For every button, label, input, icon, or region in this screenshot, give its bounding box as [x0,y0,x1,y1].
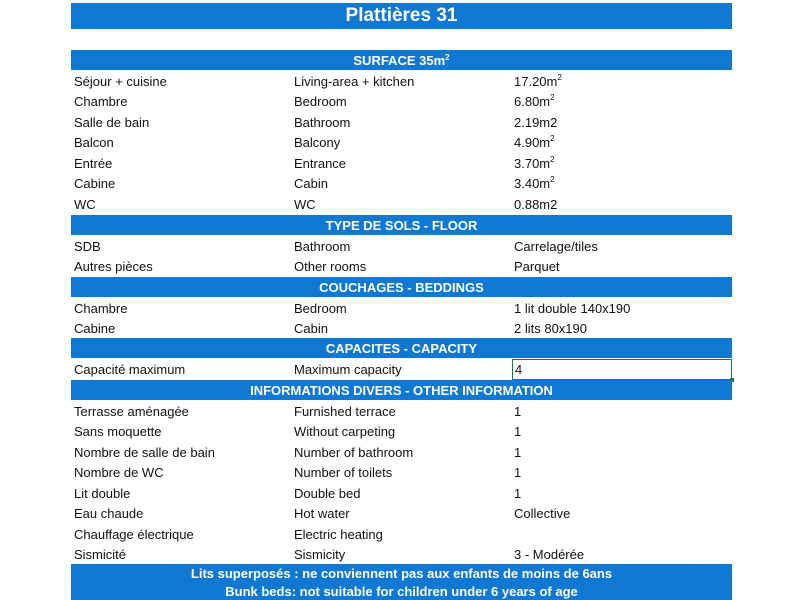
cell-fr[interactable]: Lit double [74,485,131,501]
cell-value-sup: 2 [550,175,555,185]
table-row [71,545,732,566]
section-header-sup: 2 [445,52,450,62]
cell-fr[interactable]: Eau chaude [74,506,144,522]
section-capacity [71,338,732,380]
cell-fr[interactable]: Nombre de WC [74,465,164,481]
cell-value[interactable] [512,153,732,174]
cell-en[interactable]: Balcony [294,135,341,151]
table-row [71,236,732,257]
section-header-capacity[interactable] [71,338,732,359]
section-surface [71,50,732,215]
cell-value[interactable]: 1 [514,465,522,481]
cell-fr[interactable]: Sans moquette [74,424,162,440]
cell-value[interactable]: Carrelage/tiles [514,238,598,254]
section-header-label: CAPACITES - CAPACITY [325,340,478,356]
cell-value-text: 3.70m [514,155,551,171]
cell-en[interactable]: WC [294,196,316,212]
cell-en[interactable]: Cabin [294,176,328,192]
cell-value[interactable]: 2 lits 80x190 [514,321,587,337]
table-row [71,298,732,319]
cell-value[interactable] [512,194,732,215]
table-row [71,442,732,463]
cell-value[interactable]: 1 [514,444,522,460]
cell-value[interactable] [512,92,732,113]
cell-value-selected[interactable] [512,359,732,380]
cell-fr[interactable]: Salle de bain [74,114,150,130]
cell-fr[interactable]: Séjour + cuisine [74,73,167,89]
cell-value[interactable]: 1 [514,403,522,419]
section-header-label: COUCHAGES - BEDDINGS [319,279,484,295]
cell-en[interactable]: Bedroom [294,94,347,110]
cell-value[interactable] [512,174,732,195]
cell-fr[interactable]: Capacité maximum [74,361,186,377]
cell-fr[interactable]: Terrasse aménagée [74,403,189,419]
cell-value-text: 4.90m [514,135,551,151]
cell-value[interactable]: Parquet [514,259,560,275]
cell-value[interactable]: 3 - Modérée [514,547,585,563]
cell-en[interactable]: Living-area + kitchen [294,73,415,89]
cell-value-text: 2.19m2 [514,114,558,130]
table-row [71,524,732,545]
table-row [71,71,732,92]
cell-value-sup: 2 [557,72,562,82]
section-other [71,380,732,565]
table-row [71,463,732,484]
cell-fr[interactable]: Chauffage électrique [74,526,194,542]
table-row [71,483,732,504]
cell-en[interactable]: Hot water [294,506,350,522]
section-floor [71,215,732,277]
cell-en[interactable]: Without carpeting [294,424,396,440]
section-header-beddings[interactable] [71,277,732,298]
table-row [71,112,732,133]
cell-fr[interactable]: WC [74,196,96,212]
cell-value-text: 0.88m2 [514,196,558,212]
table-row [71,257,732,278]
section-header-floor[interactable] [71,215,732,236]
table-row [71,319,732,340]
cell-en[interactable]: Other rooms [294,259,367,275]
cell-value[interactable]: 1 [514,485,522,501]
cell-en[interactable]: Entrance [294,155,347,171]
table-row [71,504,732,525]
cell-fr[interactable]: Autres pièces [74,259,153,275]
cell-fr[interactable]: Sismicité [74,547,127,563]
table-row [71,92,732,113]
footer-line-en: Bunk beds: not suitable for children under 6 years of age [225,583,578,599]
cell-en[interactable]: Bathroom [294,114,351,130]
cell-value-text: 3.40m [514,176,551,192]
table-row [71,133,732,154]
table-row [71,401,732,422]
cell-value[interactable] [512,112,732,133]
footer-note[interactable] [71,564,732,600]
cell-en[interactable]: Bathroom [294,238,351,254]
cell-fr[interactable]: Balcon [74,135,114,151]
section-header-label: TYPE DE SOLS - FLOOR [325,217,478,233]
cell-value[interactable]: 1 [514,424,522,440]
cell-value-sup: 2 [550,154,555,164]
page-title: Plattières 31 [345,5,458,26]
cell-fr[interactable]: Cabine [74,176,116,192]
table-row [71,359,732,380]
section-header-surface[interactable] [71,50,732,71]
cell-fr[interactable]: Entrée [74,155,113,171]
section-beddings [71,277,732,339]
cell-en[interactable]: Double bed [294,485,361,501]
cell-fr[interactable]: Chambre [74,300,128,316]
cell-value-sup: 2 [550,93,555,103]
cell-en[interactable]: Number of toilets [294,465,393,481]
cell-fr[interactable]: Nombre de salle de bain [74,444,215,460]
cell-value[interactable]: 1 lit double 140x190 [514,300,631,316]
footer-line-fr: Lits superposés : ne conviennent pas aux enfants de moins de 6ans [190,565,613,581]
table-row [71,194,732,215]
cell-value-text: 6.80m [514,94,551,110]
cell-fr[interactable]: SDB [74,238,101,254]
table-row [71,153,732,174]
cell-fr[interactable]: Cabine [74,321,116,337]
cell-value[interactable]: Collective [514,506,571,522]
cell-en[interactable]: Number of bathroom [294,444,414,460]
cell-en[interactable]: Electric heating [294,526,383,542]
table-row [71,174,732,195]
cell-value-text: 17.20m [514,73,558,89]
cell-en[interactable]: Maximum capacity [294,361,402,377]
cell-value[interactable] [512,71,732,92]
title-cell[interactable] [71,3,732,29]
cell-value[interactable] [512,133,732,154]
cell-value-text: 4 [515,361,523,377]
cell-en[interactable]: Bedroom [294,300,347,316]
cell-en[interactable]: Sismicity [294,547,346,563]
section-header-label: INFORMATIONS DIVERS - OTHER INFORMATION [250,382,553,398]
cell-fr[interactable]: Chambre [74,94,128,110]
cell-value[interactable] [512,524,732,545]
section-header-other[interactable] [71,380,732,401]
cell-en[interactable]: Cabin [294,321,328,337]
cell-value-sup: 2 [550,134,555,144]
table-row [71,422,732,443]
section-header-label: SURFACE 35m [353,52,446,68]
cell-en[interactable]: Furnished terrace [294,403,396,419]
